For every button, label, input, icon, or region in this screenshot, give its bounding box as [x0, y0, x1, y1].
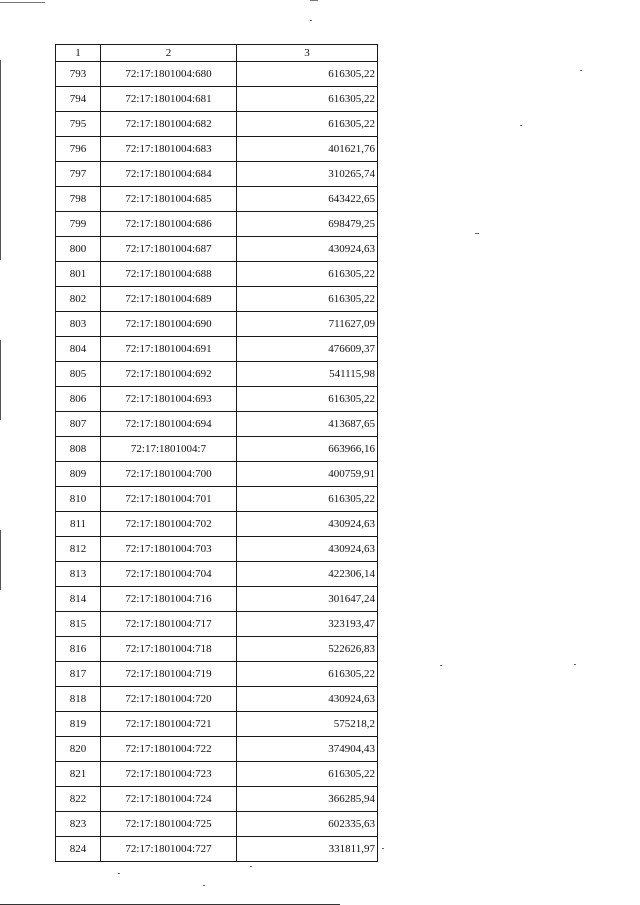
cadastral-number: 72:17:1801004:716: [101, 587, 237, 612]
row-number: 795: [56, 112, 101, 137]
row-number: 811: [56, 512, 101, 537]
cadastral-value: 541115,98: [237, 362, 378, 387]
row-number: 793: [56, 62, 101, 87]
table-row: [56, 787, 378, 812]
row-number: 815: [56, 612, 101, 637]
table-row: [56, 237, 378, 262]
cadastral-value: 310265,74: [237, 162, 378, 187]
cadastral-number: 72:17:1801004:693: [101, 387, 237, 412]
cadastral-number: 72:17:1801004:722: [101, 737, 237, 762]
table-row: [56, 537, 378, 562]
cadastral-number: 72:17:1801004:690: [101, 312, 237, 337]
scan-speck: [574, 664, 576, 665]
scan-top-edge: [0, 2, 45, 3]
cadastral-value: 331811,97: [237, 837, 378, 862]
cadastral-value: 616305,22: [237, 87, 378, 112]
cadastral-value: 422306,14: [237, 562, 378, 587]
table-row: [56, 137, 378, 162]
cadastral-value: 400759,91: [237, 462, 378, 487]
row-number: 807: [56, 412, 101, 437]
table-row: [56, 187, 378, 212]
table-row: [56, 512, 378, 537]
scan-left-edge: [0, 530, 1, 590]
row-number: 819: [56, 712, 101, 737]
row-number: 823: [56, 812, 101, 837]
row-number: 796: [56, 137, 101, 162]
cadastral-value: 430924,63: [237, 687, 378, 712]
cadastral-value: 616305,22: [237, 287, 378, 312]
scan-speck: [310, 20, 312, 21]
row-number: 812: [56, 537, 101, 562]
scan-speck: [382, 848, 384, 849]
table-row: [56, 362, 378, 387]
row-number: 814: [56, 587, 101, 612]
cadastral-number: 72:17:1801004:727: [101, 837, 237, 862]
cadastral-value: 616305,22: [237, 662, 378, 687]
cadastral-value: 374904,43: [237, 737, 378, 762]
cadastral-value: 430924,63: [237, 237, 378, 262]
row-number: 822: [56, 787, 101, 812]
cadastral-number: 72:17:1801004:723: [101, 762, 237, 787]
cadastral-value: 430924,63: [237, 537, 378, 562]
row-number: 818: [56, 687, 101, 712]
scan-speck: [203, 885, 205, 886]
cadastral-number: 72:17:1801004:704: [101, 562, 237, 587]
table-row: [56, 262, 378, 287]
scan-speck: [440, 665, 442, 666]
cadastral-number: 72:17:1801004:703: [101, 537, 237, 562]
table-row: [56, 562, 378, 587]
table-row: [56, 587, 378, 612]
cadastral-value: 663966,16: [237, 437, 378, 462]
scan-speck: [520, 125, 522, 126]
row-number: 799: [56, 212, 101, 237]
row-number: 816: [56, 637, 101, 662]
cadastral-value: 323193,47: [237, 612, 378, 637]
table-row: [56, 412, 378, 437]
scan-top-edge: [310, 0, 318, 1]
row-number: 813: [56, 562, 101, 587]
table-row: [56, 812, 378, 837]
table-row: [56, 662, 378, 687]
row-number: 794: [56, 87, 101, 112]
cadastral-number: 72:17:1801004:7: [101, 437, 237, 462]
cadastral-value: 698479,25: [237, 212, 378, 237]
scan-left-edge: [0, 60, 1, 260]
cadastral-value: 522626,83: [237, 637, 378, 662]
table-row: [56, 87, 378, 112]
cadastral-number: 72:17:1801004:724: [101, 787, 237, 812]
cadastral-number: 72:17:1801004:701: [101, 487, 237, 512]
cadastral-number: 72:17:1801004:694: [101, 412, 237, 437]
table-body: [56, 62, 378, 862]
cadastral-number: 72:17:1801004:683: [101, 137, 237, 162]
table-row: [56, 762, 378, 787]
cadastral-number: 72:17:1801004:686: [101, 212, 237, 237]
table-row: [56, 612, 378, 637]
table-row: [56, 737, 378, 762]
cadastral-number: 72:17:1801004:680: [101, 62, 237, 87]
table-row: [56, 337, 378, 362]
row-number: 809: [56, 462, 101, 487]
cadastral-value: 616305,22: [237, 387, 378, 412]
row-number: 804: [56, 337, 101, 362]
cadastral-number: 72:17:1801004:719: [101, 662, 237, 687]
table-row: [56, 162, 378, 187]
row-number: 803: [56, 312, 101, 337]
column-header: 1: [56, 45, 101, 62]
table-row: [56, 687, 378, 712]
row-number: 805: [56, 362, 101, 387]
row-number: 808: [56, 437, 101, 462]
cadastral-value: 711627,09: [237, 312, 378, 337]
table-row: [56, 112, 378, 137]
cadastral-value: 366285,94: [237, 787, 378, 812]
table-row: [56, 62, 378, 87]
cadastral-number: 72:17:1801004:685: [101, 187, 237, 212]
cadastral-number: 72:17:1801004:682: [101, 112, 237, 137]
cadastral-value: 616305,22: [237, 262, 378, 287]
cadastral-number: 72:17:1801004:689: [101, 287, 237, 312]
scan-speck: [250, 866, 252, 867]
table-row: [56, 387, 378, 412]
cadastral-value: 616305,22: [237, 62, 378, 87]
cadastral-value: 301647,24: [237, 587, 378, 612]
table-row: [56, 487, 378, 512]
cadastral-value: 616305,22: [237, 762, 378, 787]
row-number: 802: [56, 287, 101, 312]
scan-speck: [475, 233, 479, 234]
table-row: [56, 312, 378, 337]
table-row: [56, 287, 378, 312]
table-row: [56, 637, 378, 662]
scan-left-edge: [0, 340, 1, 420]
cadastral-number: 72:17:1801004:691: [101, 337, 237, 362]
cadastral-number: 72:17:1801004:717: [101, 612, 237, 637]
cadastral-value: 616305,22: [237, 112, 378, 137]
cadastral-value: 643422,65: [237, 187, 378, 212]
table-row: [56, 437, 378, 462]
row-number: 810: [56, 487, 101, 512]
cadastral-number: 72:17:1801004:720: [101, 687, 237, 712]
cadastral-value: 413687,65: [237, 412, 378, 437]
cadastral-value: 430924,63: [237, 512, 378, 537]
cadastral-number: 72:17:1801004:702: [101, 512, 237, 537]
cadastral-number: 72:17:1801004:692: [101, 362, 237, 387]
row-number: 817: [56, 662, 101, 687]
row-number: 824: [56, 837, 101, 862]
table-row: [56, 837, 378, 862]
row-number: 820: [56, 737, 101, 762]
cadastral-number: 72:17:1801004:718: [101, 637, 237, 662]
cadastral-number: 72:17:1801004:687: [101, 237, 237, 262]
cadastral-number: 72:17:1801004:721: [101, 712, 237, 737]
cadastral-number: 72:17:1801004:684: [101, 162, 237, 187]
row-number: 801: [56, 262, 101, 287]
cadastral-value-table: [55, 44, 378, 862]
scan-speck: [118, 873, 120, 874]
row-number: 821: [56, 762, 101, 787]
cadastral-number: 72:17:1801004:700: [101, 462, 237, 487]
cadastral-number: 72:17:1801004:725: [101, 812, 237, 837]
column-header: 3: [237, 45, 378, 62]
scan-speck: [580, 70, 582, 71]
cadastral-value: 575218,2: [237, 712, 378, 737]
row-number: 806: [56, 387, 101, 412]
cadastral-value: 616305,22: [237, 487, 378, 512]
cadastral-number: 72:17:1801004:688: [101, 262, 237, 287]
row-number: 797: [56, 162, 101, 187]
cadastral-value: 602335,63: [237, 812, 378, 837]
row-number: 798: [56, 187, 101, 212]
table-header-row: [56, 45, 378, 62]
table-row: [56, 462, 378, 487]
table-row: [56, 712, 378, 737]
row-number: 800: [56, 237, 101, 262]
table-row: [56, 212, 378, 237]
column-header: 2: [101, 45, 237, 62]
cadastral-value: 476609,37: [237, 337, 378, 362]
cadastral-value: 401621,76: [237, 137, 378, 162]
cadastral-number: 72:17:1801004:681: [101, 87, 237, 112]
